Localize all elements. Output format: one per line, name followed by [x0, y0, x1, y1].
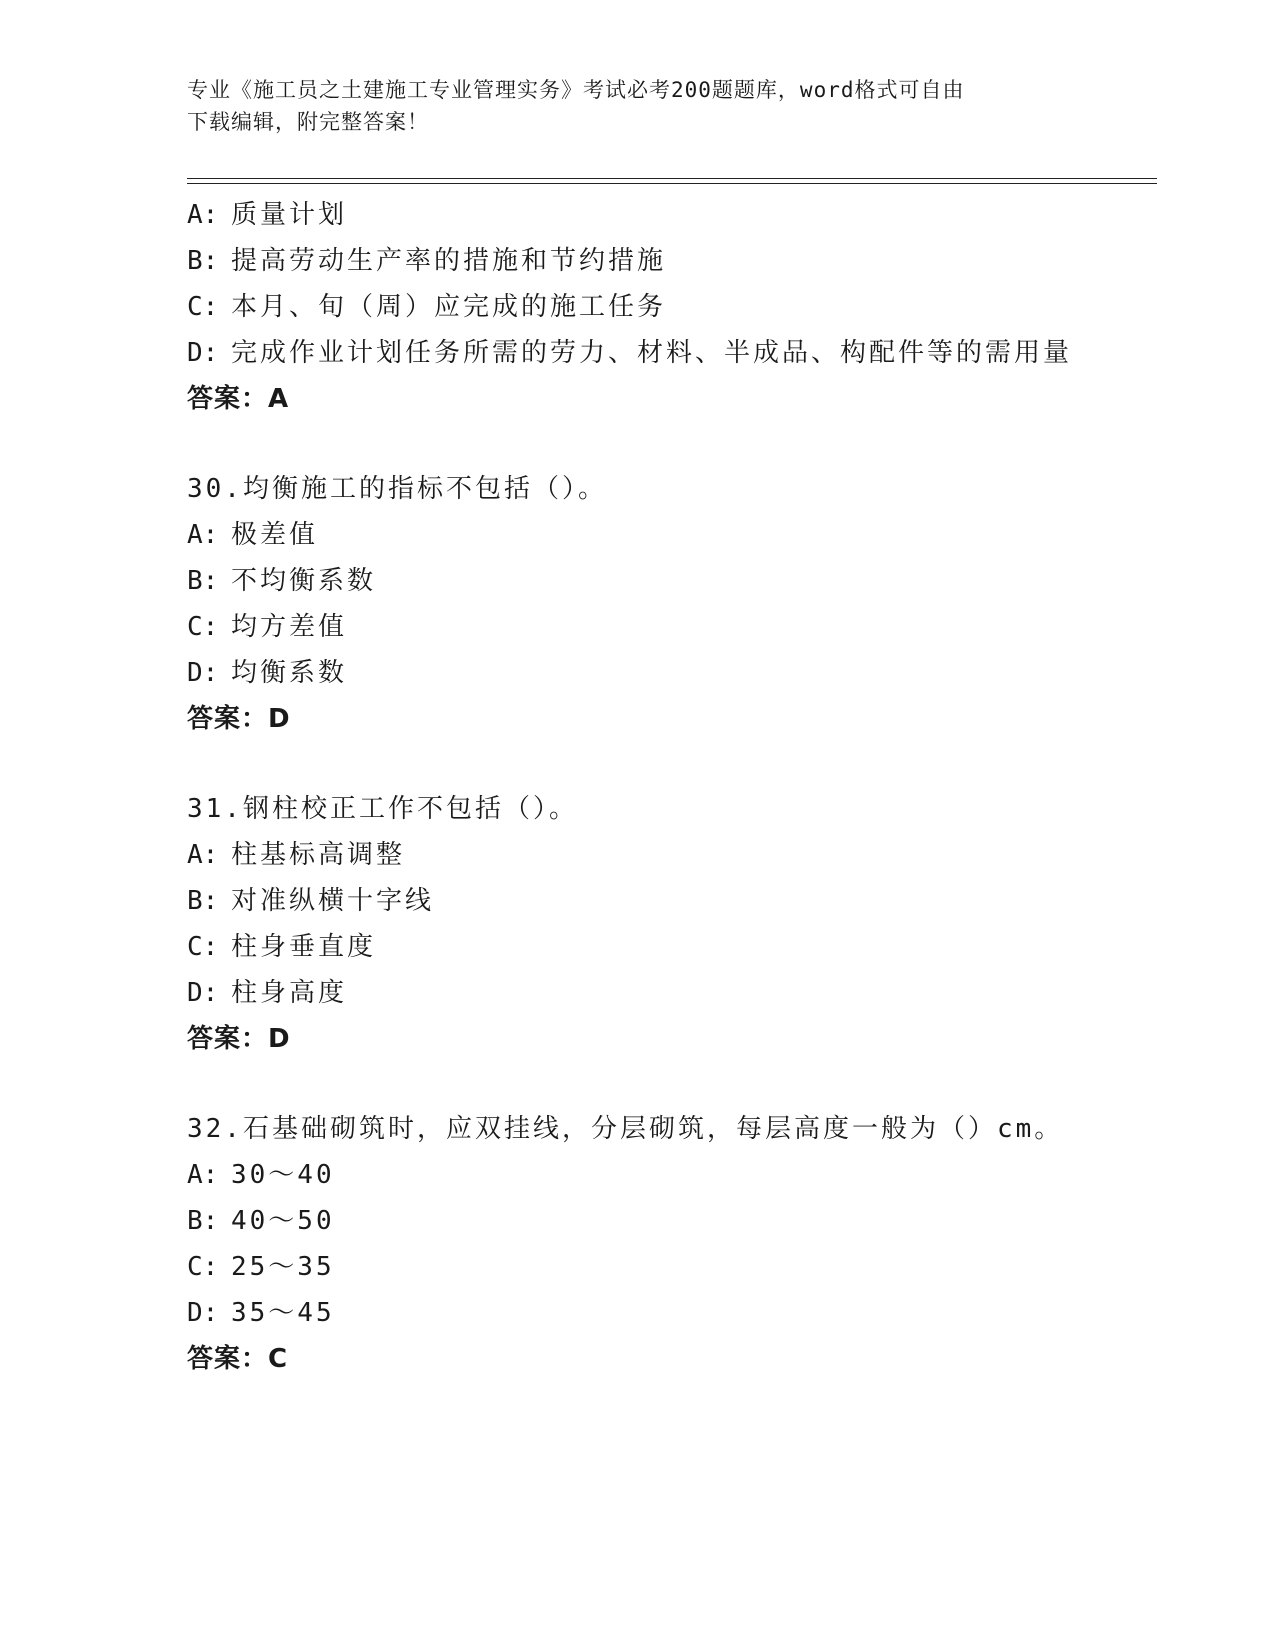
option-key: C: — [187, 1252, 219, 1282]
header-rule-top — [187, 178, 1157, 179]
option-text: 25～35 — [231, 1252, 335, 1282]
option-d — [187, 650, 1157, 696]
option-text: 40～50 — [231, 1206, 335, 1236]
option-key: D: — [187, 1298, 219, 1328]
option-text: 30～40 — [231, 1160, 335, 1190]
question-block-30 — [187, 466, 1157, 742]
option-text: 柱基标高调整 — [231, 840, 406, 870]
header-line-1: 专业《施工员之土建施工专业管理实务》考试必考200题题库，word格式可自由 — [187, 78, 965, 102]
option-key: D: — [187, 978, 219, 1008]
question-stem: 32.石基础砌筑时，应双挂线，分层砌筑，每层高度一般为（）cm。 — [187, 1114, 1064, 1144]
option-b — [187, 1198, 1157, 1244]
option-a — [187, 512, 1157, 558]
question-block-32 — [187, 1106, 1157, 1382]
answer-line: 答案：D — [187, 1024, 291, 1054]
option-key: C: — [187, 932, 219, 962]
option-a — [187, 832, 1157, 878]
option-b — [187, 558, 1157, 604]
option-key: A: — [187, 520, 219, 550]
option-key: C: — [187, 612, 219, 642]
option-key: B: — [187, 246, 219, 276]
answer-line: 答案：A — [187, 384, 290, 414]
page-header — [187, 74, 1087, 138]
option-text: 对准纵横十字线 — [231, 886, 435, 916]
option-key: D: — [187, 338, 219, 368]
header-line-2: 下载编辑，附完整答案！ — [187, 110, 429, 134]
option-d — [187, 1290, 1157, 1336]
answer-line: 答案：C — [187, 1344, 289, 1374]
option-a — [187, 1152, 1157, 1198]
question-stem: 31.钢柱校正工作不包括（）。 — [187, 794, 578, 824]
option-text: 完成作业计划任务所需的劳力、材料、半成品、构配件等的需用量 — [231, 338, 1073, 368]
option-text: 35～45 — [231, 1298, 335, 1328]
question-stem: 30.均衡施工的指标不包括（）。 — [187, 474, 607, 504]
option-key: B: — [187, 566, 219, 596]
option-c — [187, 604, 1157, 650]
option-text: 均方差值 — [231, 612, 348, 642]
option-text: 均衡系数 — [231, 658, 348, 688]
question-block-31 — [187, 786, 1157, 1062]
option-key: B: — [187, 1206, 219, 1236]
question-list — [187, 192, 1157, 1382]
option-text: 柱身垂直度 — [231, 932, 377, 962]
option-key: C: — [187, 292, 219, 322]
option-text: 极差值 — [231, 520, 319, 550]
option-c — [187, 924, 1157, 970]
option-text: 本月、旬（周）应完成的施工任务 — [231, 292, 667, 322]
option-b — [187, 238, 1157, 284]
option-text: 柱身高度 — [231, 978, 348, 1008]
option-d — [187, 330, 1157, 376]
option-c — [187, 284, 1157, 330]
question-block-continued — [187, 192, 1157, 422]
option-key: B: — [187, 886, 219, 916]
option-text: 质量计划 — [231, 200, 348, 230]
answer-line: 答案：D — [187, 704, 291, 734]
header-rule-bottom — [187, 183, 1157, 184]
option-key: A: — [187, 1160, 219, 1190]
option-d — [187, 970, 1157, 1016]
option-text: 提高劳动生产率的措施和节约措施 — [231, 246, 667, 276]
option-b — [187, 878, 1157, 924]
option-key: D: — [187, 658, 219, 688]
option-c — [187, 1244, 1157, 1290]
option-text: 不均衡系数 — [231, 566, 377, 596]
option-key: A: — [187, 200, 219, 230]
option-a — [187, 192, 1157, 238]
option-key: A: — [187, 840, 219, 870]
